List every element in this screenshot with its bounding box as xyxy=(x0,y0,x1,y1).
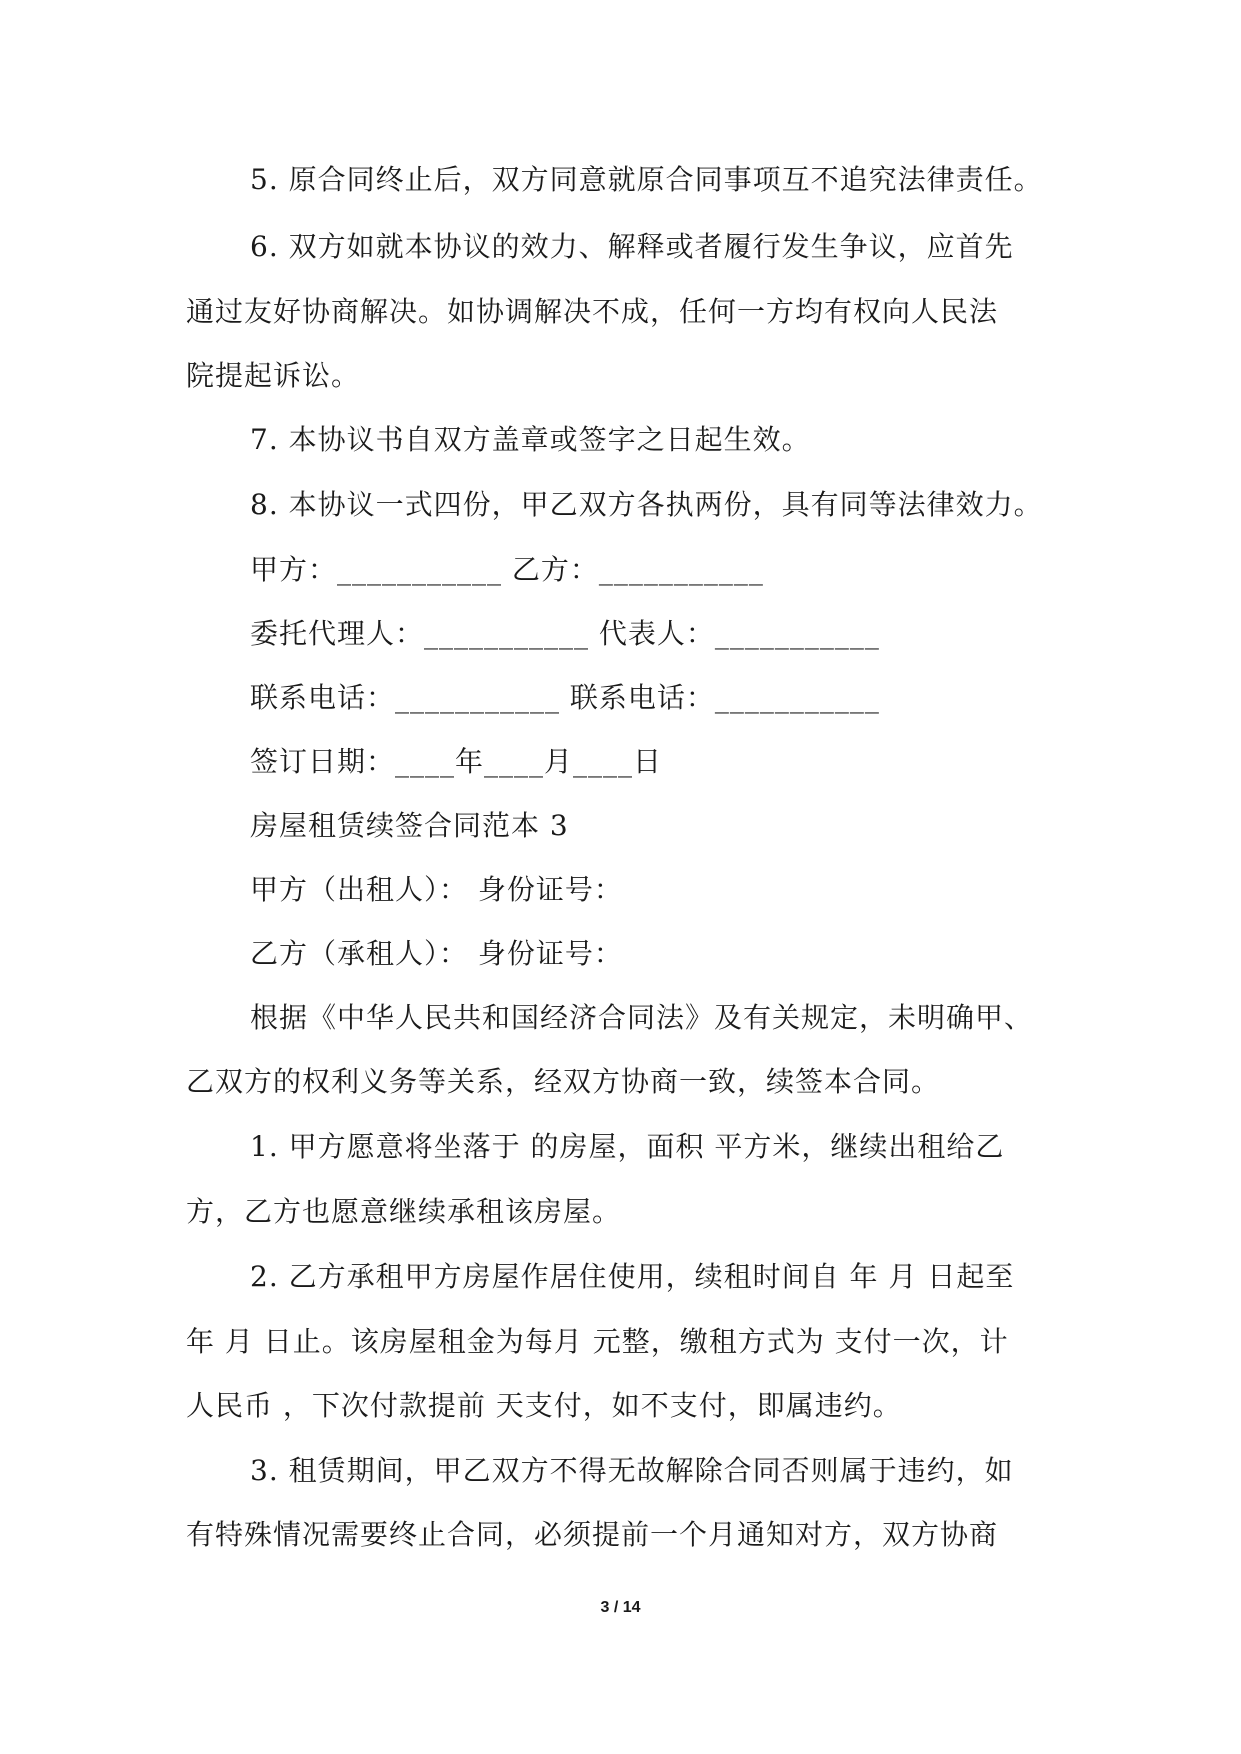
article-2-line-2: 年 月 日止。该房屋租金为每月 元整，缴租方式为 支付一次，计 xyxy=(186,1325,1009,1358)
article-1-line-1: 1. 甲方愿意将坐落于 的房屋，面积 平方米，继续出租给乙 xyxy=(250,1130,1005,1163)
party-a-landlord: 甲方（出租人）： 身份证号： xyxy=(250,873,623,906)
page-number: 3 / 14 xyxy=(600,1599,641,1616)
clause-6-line-1: 6. 双方如就本协议的效力、解释或者履行发生争议，应首先 xyxy=(250,230,1014,263)
article-2-line-3: 人民币 ，下次付款提前 天支付，如不支付，即属违约。 xyxy=(186,1389,902,1422)
signature-agent-representative: 委托代理人：___________ 代表人：___________ xyxy=(250,617,880,650)
clause-6-line-3: 院提起诉讼。 xyxy=(186,359,361,392)
article-1-line-2: 方，乙方也愿意继续承租该房屋。 xyxy=(186,1195,622,1228)
clause-8: 8. 本协议一式四份，甲乙双方各执两份，具有同等法律效力。 xyxy=(250,488,1043,521)
preamble-line-2: 乙双方的权利义务等关系，经双方协商一致，续签本合同。 xyxy=(186,1065,941,1098)
clause-5: 5. 原合同终止后，双方同意就原合同事项互不追究法律责任。 xyxy=(250,163,1043,196)
clause-6-line-2: 通过友好协商解决。如协调解决不成，任何一方均有权向人民法 xyxy=(186,295,999,328)
preamble-line-1: 根据《中华人民共和国经济合同法》及有关规定，未明确甲、 xyxy=(250,1001,1034,1034)
clause-7: 7. 本协议书自双方盖章或签字之日起生效。 xyxy=(250,423,811,456)
article-3-line-1: 3. 租赁期间，甲乙双方不得无故解除合同否则属于违约，如 xyxy=(250,1454,1014,1487)
article-2-line-1: 2. 乙方承租甲方房屋作居住使用，续租时间自 年 月 日起至 xyxy=(250,1260,1015,1293)
party-b-tenant: 乙方（承租人）： 身份证号： xyxy=(250,937,623,970)
section-heading: 房屋租赁续签合同范本 3 xyxy=(250,809,569,842)
article-3-line-2: 有特殊情况需要终止合同，必须提前一个月通知对方，双方协商 xyxy=(186,1518,999,1551)
signature-party-a-b: 甲方：___________ 乙方：___________ xyxy=(250,553,764,586)
signature-date: 签订日期：____年____月____日 xyxy=(250,745,663,778)
signature-phone: 联系电话：___________ 联系电话：___________ xyxy=(250,681,880,714)
